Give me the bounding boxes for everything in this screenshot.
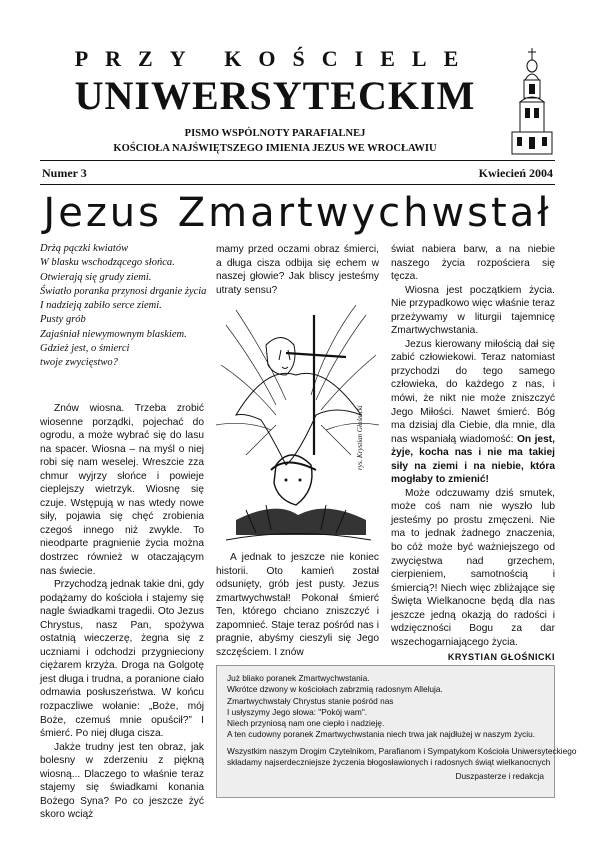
masthead-rule-bottom <box>40 184 555 185</box>
poem-line: Otwierają się grudy ziemi. <box>40 271 152 283</box>
article-paragraph: Znów wiosna. Trzeba zrobić wiosenne porządki, pojechać do ogrodu, a może wybrać się do lasu na spacer. Wiosna – na myśl o niej robi się nam weselej. Wreszcie zza chmur wyjrzy słońce i powieje cieplejszy wietrzyk. Wiosnę się czuje. Wstępują w nas wtedy nowe siły, pojawia się chęć zrobienia czegoś innego niż zwykle. To nieodparte pragnienie życia można dostrzec również w otaczającym nas świecie. <box>40 403 204 577</box>
greeting-line: I usłyszymy Jego słowa: "Pokój wam". <box>227 706 368 717</box>
article-paragraph: Jakże trudny jest ten obraz, jak bolesny w zderzeniu z piękną wiosną... Dlaczego to właśnie teraz stajemy się świadkami konania Bożego Syna? Po co jeszcze żyć skoro wciąż <box>40 741 204 821</box>
article-column-1 <box>40 402 204 822</box>
poem-line: Pusty grób <box>40 314 86 326</box>
wishes-line: Wszystkim naszym Drogim Czytelnikom, Parafianom i Sympatykom Kościoła Uniwersyteckiego <box>227 745 577 756</box>
issue-date: Kwiecień 2004 <box>478 166 553 180</box>
article-paragraph <box>391 338 555 487</box>
poem-line: Światło poranka przynosi drganie życia <box>40 285 207 297</box>
masthead-title: UNIWERSYTECKIM <box>74 73 476 118</box>
resurrection-illustration <box>216 305 379 545</box>
poem-line: W blasku wschodzącego słońca. <box>40 257 175 269</box>
poem-line: twoje zwycięstwo? <box>40 357 118 369</box>
masthead-top-line: PRZY KOŚCIELE <box>74 46 476 71</box>
poem-line: Drżą pączki kwiatów <box>40 243 129 254</box>
greeting-line: Wkrótce dzwony w kościołach zabrzmią radosnym Alleluja. <box>227 684 443 695</box>
greeting-line: Już bliako poranek Zmartwychwstania. <box>227 673 370 683</box>
masthead-subtitle-2: KOŚCIOŁA NAJŚWIĘTSZEGO IMIENIA JEZUS WE WROCŁAWIU <box>113 143 437 154</box>
greeting-line: Niech przyniosą nam one ciepło i nadzieję. <box>227 718 385 729</box>
box-signature: Duszpasterze i redakcja <box>455 771 544 782</box>
church-tower-icon <box>508 46 556 156</box>
author-signature: KRYSTIAN GŁOŚNICKI <box>447 652 555 663</box>
greeting-line: Zmartwychwstały Chrystus stanie pośród nas <box>227 695 394 706</box>
article-paragraph: świat nabiera barw, a na niebie naszego życia rozpościera się tęcza. <box>391 244 555 283</box>
article-text: Jezus kierowany miłością dał się zabić człowiekowi. Teraz natomiast przychodzi do tego samego człowieka, do każdego z nas, i mówi, że nikt nie może zniszczyć Jego Miłości. Nawet śmierć. Bóg ma dzisiaj dla Ciebie, dla mnie, dla nas wspaniałą wiadomość: <box>391 338 555 445</box>
article-column-2-top <box>216 243 379 297</box>
article-paragraph: Przychodzą jednak takie dni, gdy podążamy do kościoła i stajemy się nagle świadkami tragedii. Oto Jezus Chrystus, nasz Pan, spożywa ostatnią wieczerzę, żegna się z uczniami i odchodzi przygnieciony ciężarem krzyża. Droga na Golgotę jest długa i trudna, a poranione ciało odmawia posłuszeństwa. W końcu rozpaczliwe wołanie: „Boże, mój Boże, czemuś mnie opuścił?” I śmierć. Po niej długa cisza. <box>40 579 204 740</box>
article-column-3 <box>391 243 555 665</box>
issue-number: Numer 3 <box>42 166 87 180</box>
article-paragraph: mamy przed oczami obraz śmierci, a długa cisza odbija się echem w naszej głowie? Jak bliscy jesteśmy utraty sensu? <box>216 244 379 296</box>
masthead-subtitle-1: PISMO WSPÓLNOTY PARAFIALNEJ <box>184 128 366 139</box>
poem-line: Gdzież jest, o śmierci <box>40 343 130 355</box>
article-paragraph: A jednak to jeszcze nie koniec historii. Oto kamień został odsunięty, grób jest pusty. Jezus zmartwychwstał! Pokonał śmierć Ten, którego chciano zniszczyć i zapomnieć. Staje teraz pośród nas i pragnie, abyśmy cieszyli się Jego szczęściem. I znów <box>216 552 379 658</box>
illustration-caption: rys. Krystian Głośnicki <box>356 405 364 470</box>
headline: Jezus Zmartwychwstał <box>43 190 552 236</box>
article-column-2-bottom <box>216 551 379 659</box>
poem-line: Zajaśniał niewymownym blaskiem. <box>40 328 187 340</box>
greeting-line: A ten cudowny poranek Zmartwychwstania niech trwa jak najdłużej w naszym życiu. <box>227 729 536 740</box>
article-emphasis: On jest, żyje, kocha nas i nie ma takiej siły na ziemi i na niebie, która mogłaby to zmienić! <box>391 433 555 486</box>
easter-greetings-box <box>216 665 577 798</box>
article-paragraph: Wiosna jest początkiem życia. Nie przypadkowo więc właśnie teraz przeżywamy w liturgii tajemnicę Zmartwychwstania. <box>391 284 555 337</box>
article-paragraph: Może odczuwamy dziś smutek, może coś nam nie wyszło lub jesteśmy po prostu zmęczeni. Nie ma to jednak żadnego znaczenia, bo cóż może być ważniejszego od zwycięstwa nad grzechem, cierpieniem, samotnością i śmiercią?! Niech więc zbliżające się Święta Wielkanocne będą dla nas jeszcze jedną okazją do radości i wdzięczności Bogu za dar wszechogarniającego życia. <box>391 487 555 648</box>
masthead-rule-top <box>40 160 555 161</box>
poem <box>40 242 207 371</box>
poem-line: I nadzieją zabiło serce ziemi. <box>40 300 162 312</box>
wishes-line: składamy najserdeczniejsze życzenia błogosławionych i radosnych świąt wielkanocnych <box>227 757 551 768</box>
